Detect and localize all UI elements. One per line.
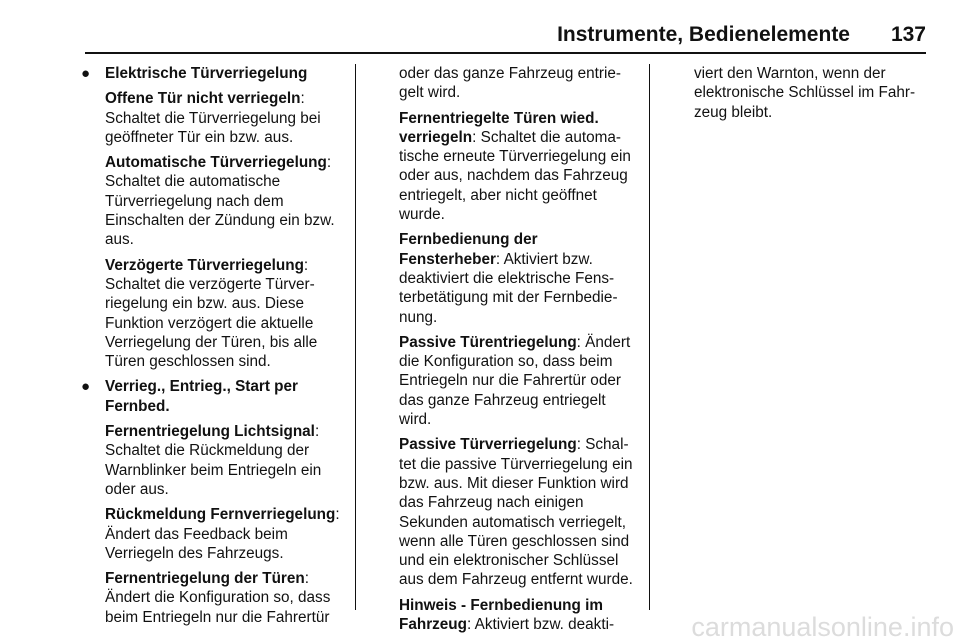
- list-item: [81, 64, 345, 83]
- setting-description: : Aktiviert bzw. deakti-: [467, 616, 615, 634]
- setting-paragraph: [399, 596, 637, 635]
- setting-description: : Schaltet die Türverriegelung bei geöffneter Tür ein bzw. aus.: [105, 90, 321, 146]
- setting-description: : Schaltet die verzögerte Türverriegelung ein bzw. aus. Diese Funktion verzögert die aktuelle Verriegelung der Türen, bis alle Türen geschlossen sind.: [105, 256, 318, 371]
- setting-description: : Schaltet die Rückmeldung der Warnblinker beim Entriegeln ein oder aus.: [105, 423, 322, 498]
- setting-description: : Aktiviert bzw. deaktiviert die elektrische Fensterbetätigung mit der Fernbedienung.: [399, 250, 618, 326]
- setting-paragraph: [105, 422, 345, 499]
- setting-description: : Schaltet die automatische erneute Türverriegelung ein oder aus, nachdem das Fahrzeug entriegelt, aber nicht geöffnet wurde.: [399, 128, 631, 224]
- column-3: [694, 64, 930, 128]
- setting-paragraph: [399, 230, 637, 326]
- header-rule: [85, 52, 926, 54]
- setting-description: : Schaltet die automatische Türverriegelung nach dem Einschalten der Zündung ein bzw. aus.: [105, 154, 335, 249]
- page-title: Instrumente, Bedienelemente: [557, 23, 850, 46]
- setting-paragraph: [105, 569, 345, 627]
- column-divider: [355, 64, 356, 610]
- setting-paragraph: [105, 153, 345, 249]
- setting-term: Fernentriegelung Lichtsignal: [105, 423, 315, 441]
- setting-paragraph: [105, 505, 345, 563]
- setting-term: Passive Türentriegelung: [399, 333, 577, 351]
- watermark: carmanualsonline.info: [691, 612, 954, 642]
- continued-text: oder das ganze Fahrzeug entriegelt wird.: [399, 65, 621, 102]
- setting-term: Hinweis - Fernbedienung im Fahrzeug: [399, 596, 603, 634]
- setting-paragraph: [105, 256, 345, 372]
- item-title: Elektrische Türverriegelung: [105, 65, 308, 82]
- column-1: [81, 64, 345, 633]
- setting-term: Verzögerte Türverriegelung: [105, 256, 304, 274]
- setting-term: Offene Tür nicht verriegeln: [105, 90, 301, 108]
- bullet-icon: ●: [81, 65, 91, 82]
- setting-term: Passive Türverriegelung: [399, 436, 577, 454]
- setting-paragraph: [105, 89, 345, 147]
- list-item: [81, 377, 345, 416]
- continued-text: viert den Warnton, wenn der elektronische Schlüssel im Fahrzeug bleibt.: [694, 65, 916, 121]
- page-number: 137: [890, 23, 926, 46]
- setting-term: Fernbedienung der Fensterheber: [399, 231, 538, 268]
- setting-description: : Ändert die Konfiguration so, dass beim Entriegeln nur die Fahrertür oder das ganze Fahrzeug entriegelt wird.: [399, 333, 631, 429]
- setting-description: : Schaltet die passive Türverriegelung ein bzw. aus. Mit dieser Funktion wird das Fahrzeug nach einigen Sekunden automatisch verriegelt, wenn alle Türen geschlossen sind und ein elektronischer Schlüssel aus dem Fahrzeug entfernt wurde.: [399, 436, 633, 589]
- item-title: Verrieg., Entrieg., Start per Fernbed.: [105, 378, 298, 415]
- setting-description: : Ändert die Konfiguration so, dass beim Entriegeln nur die Fahrertür: [105, 570, 331, 626]
- setting-term: Fernentriegelte Türen wied. verriegeln: [399, 109, 599, 146]
- column-2: [399, 64, 637, 640]
- setting-paragraph: [399, 435, 637, 589]
- setting-paragraph: [399, 109, 637, 225]
- setting-paragraph: [399, 333, 637, 429]
- setting-term: Automatische Türverriegelung: [105, 154, 327, 172]
- column-divider: [649, 64, 650, 610]
- setting-term: Rückmeldung Fernverriegelung: [105, 506, 336, 524]
- setting-term: Fernentriegelung der Türen: [105, 570, 305, 588]
- bullet-icon: ●: [81, 378, 91, 396]
- setting-description: : Ändert das Feedback beim Verriegeln des Fahrzeugs.: [105, 506, 340, 562]
